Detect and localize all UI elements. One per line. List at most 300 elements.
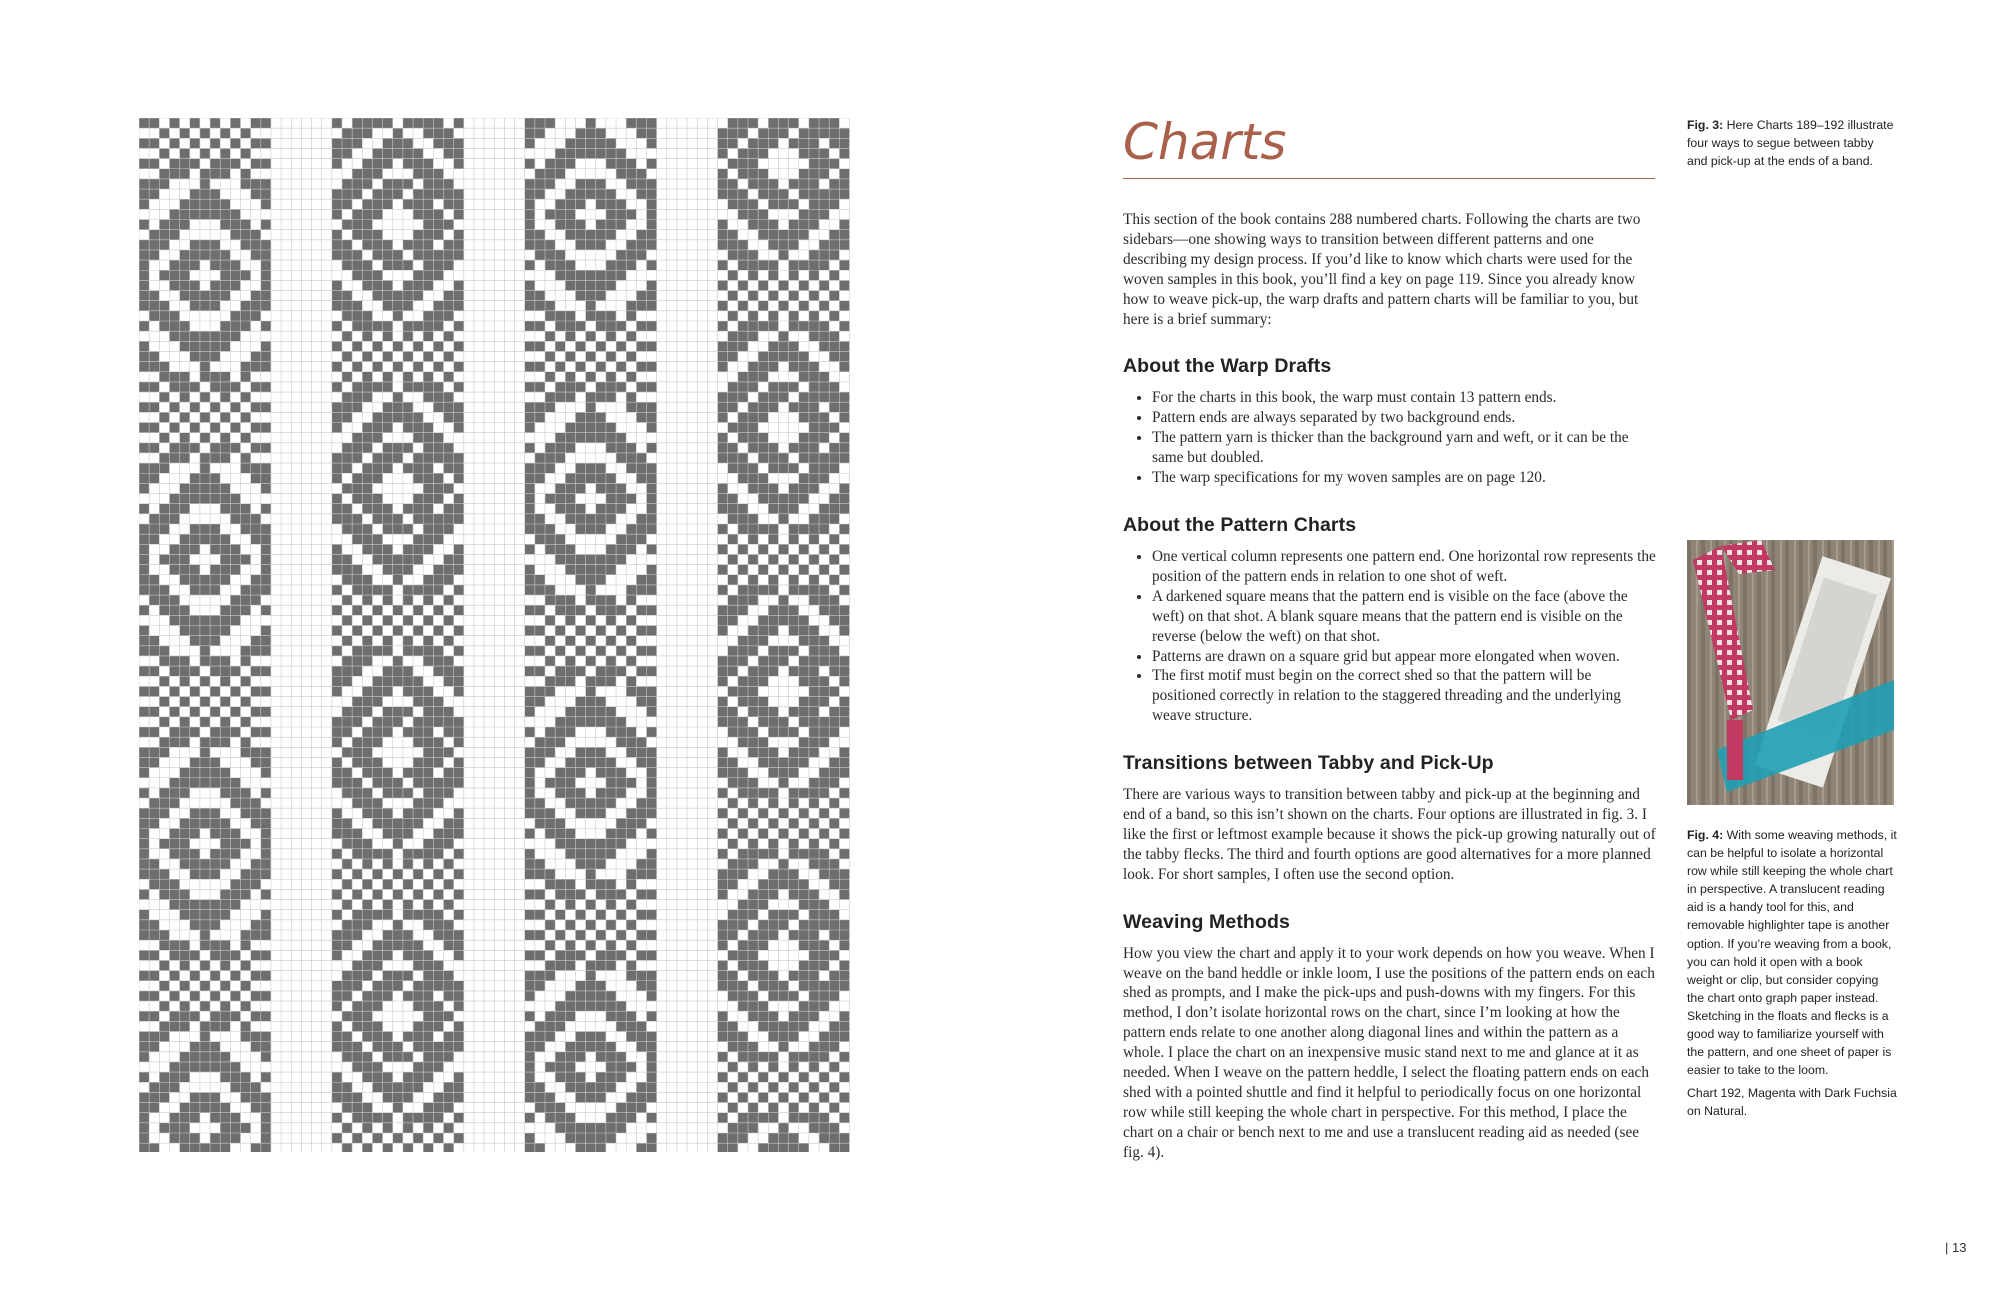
chart-cell: [728, 910, 738, 920]
chart-cell: [454, 950, 464, 960]
chart-cell: [778, 615, 788, 625]
chart-cell: [616, 1001, 626, 1011]
chart-cell: [636, 524, 646, 534]
chart-cell: [525, 757, 535, 767]
chart-cell: [200, 250, 210, 260]
chart-cell: [789, 615, 799, 625]
chart-cell: [535, 697, 545, 707]
chart-cell: [413, 1133, 423, 1143]
chart-cell: [444, 930, 454, 940]
chart-cell: [575, 554, 585, 564]
chart-cell: [839, 443, 849, 453]
chart-cell: [159, 1082, 169, 1092]
chart-cell: [352, 433, 362, 443]
chart-cell: [829, 981, 839, 991]
chart-cell: [413, 473, 423, 483]
chart-cell: [454, 473, 464, 483]
chart-cell: [454, 910, 464, 920]
chart-cell: [728, 341, 738, 351]
chart-cell: [180, 575, 190, 585]
chart-cell: [159, 169, 169, 179]
chart-cell: [383, 717, 393, 727]
chart-cell: [149, 291, 159, 301]
chart-cell: [423, 1021, 433, 1031]
chart-cell: [789, 311, 799, 321]
chart-cell: [413, 270, 423, 280]
chart-cell: [525, 1032, 535, 1042]
chart-cell: [738, 544, 748, 554]
chart-cell: [423, 494, 433, 504]
chart-cell: [332, 280, 342, 290]
chart-cell: [525, 971, 535, 981]
chart-cell: [423, 920, 433, 930]
chart-cell: [261, 727, 271, 737]
chart-cell: [799, 707, 809, 717]
chart-cell: [180, 839, 190, 849]
chart-cell: [230, 839, 240, 849]
chart-cell: [332, 544, 342, 554]
chart-cell: [383, 159, 393, 169]
chart-cell: [809, 1001, 819, 1011]
chart-cell: [525, 798, 535, 808]
chart-cell: [444, 179, 454, 189]
chart-cell: [444, 859, 454, 869]
chart-cell: [332, 402, 342, 412]
chart-cell: [596, 433, 606, 443]
chart-cell: [799, 676, 809, 686]
chart-cell: [799, 626, 809, 636]
chart-cell: [616, 382, 626, 392]
chart-cell: [139, 1123, 149, 1133]
chart-cell: [829, 768, 839, 778]
chart-cell: [190, 1011, 200, 1021]
chart-cell: [423, 311, 433, 321]
chart-cell: [383, 768, 393, 778]
chart-cell: [149, 636, 159, 646]
chart-cell: [169, 778, 179, 788]
chart-cell: [372, 159, 382, 169]
chart-cell: [718, 829, 728, 839]
chart-cell: [728, 727, 738, 737]
chart-cell: [383, 423, 393, 433]
chart-cell: [789, 1052, 799, 1062]
chart-cell: [778, 910, 788, 920]
chart-cell: [454, 199, 464, 209]
chart-cell: [180, 453, 190, 463]
chart-cell: [230, 778, 240, 788]
chart-cell: [159, 524, 169, 534]
chart-cell: [352, 443, 362, 453]
chart-cell: [261, 575, 271, 585]
chart-cell: [839, 585, 849, 595]
chart-cell: [819, 676, 829, 686]
chart-cell: [778, 494, 788, 504]
chart-cell: [372, 209, 382, 219]
chart-cell: [251, 423, 261, 433]
chart-cell: [180, 199, 190, 209]
chart-cell: [149, 189, 159, 199]
chart-cell: [799, 747, 809, 757]
chart-cell: [383, 879, 393, 889]
chart-cell: [535, 453, 545, 463]
chart-cell: [596, 148, 606, 158]
chart-cell: [454, 757, 464, 767]
chart-cell: [758, 402, 768, 412]
chart-cell: [200, 1021, 210, 1031]
chart-cell: [372, 889, 382, 899]
chart-cell: [352, 270, 362, 280]
chart-cell: [799, 829, 809, 839]
chart-cell: [433, 138, 443, 148]
chart-cell: [839, 626, 849, 636]
chart-cell: [565, 879, 575, 889]
chart-cell: [423, 524, 433, 534]
chart-cell: [596, 839, 606, 849]
chart-cell: [525, 1042, 535, 1052]
chart-cell: [433, 1113, 443, 1123]
chart-cell: [210, 575, 220, 585]
chart-cell: [616, 321, 626, 331]
chart-cell: [342, 311, 352, 321]
chart-cell: [180, 900, 190, 910]
chart-cell: [738, 991, 748, 1001]
chart-cell: [789, 524, 799, 534]
chart-cell: [413, 798, 423, 808]
chart-cell: [545, 747, 555, 757]
chart-cell: [616, 605, 626, 615]
chart-cell: [169, 940, 179, 950]
chart-cell: [342, 829, 352, 839]
chart-cell: [230, 1011, 240, 1021]
chart-cell: [352, 209, 362, 219]
chart-cell: [423, 788, 433, 798]
chart-cell: [332, 1072, 342, 1082]
chart-cell: [809, 138, 819, 148]
chart-cell: [200, 1001, 210, 1011]
chart-cell: [423, 1062, 433, 1072]
chart-cell: [839, 707, 849, 717]
chart-cell: [809, 1113, 819, 1123]
chart-cell: [809, 697, 819, 707]
chart-cell: [433, 392, 443, 402]
chart-cell: [606, 757, 616, 767]
chart-cell: [444, 514, 454, 524]
chart-cell: [809, 950, 819, 960]
chart-cell: [839, 362, 849, 372]
chart-cell: [220, 220, 230, 230]
chart-cell: [575, 473, 585, 483]
chart-cell: [829, 666, 839, 676]
chart-cell: [748, 727, 758, 737]
chart-cell: [758, 656, 768, 666]
chart-cell: [606, 494, 616, 504]
chart-cell: [545, 960, 555, 970]
chart-cell: [799, 960, 809, 970]
chart-cell: [616, 717, 626, 727]
chart-cell: [362, 1032, 372, 1042]
chart-cell: [352, 910, 362, 920]
chart-cell: [139, 341, 149, 351]
chart-cell: [433, 565, 443, 575]
chart-cell: [433, 605, 443, 615]
chart-cell: [342, 199, 352, 209]
chart-cell: [423, 199, 433, 209]
chart-cell: [454, 1113, 464, 1123]
chart-cell: [738, 280, 748, 290]
chart-cell: [383, 646, 393, 656]
chart-cell: [829, 778, 839, 788]
chart-cell: [383, 1052, 393, 1062]
chart-cell: [525, 788, 535, 798]
chart-cell: [718, 971, 728, 981]
chart-cell: [829, 971, 839, 981]
chart-cell: [342, 717, 352, 727]
chart-cell: [647, 1143, 657, 1152]
chart-cell: [586, 717, 596, 727]
chart-cell: [809, 656, 819, 666]
chart-cell: [748, 1123, 758, 1133]
chart-cell: [169, 595, 179, 605]
chart-cell: [758, 1143, 768, 1152]
chart-cell: [738, 1032, 748, 1042]
chart-cell: [758, 301, 768, 311]
chart-cell: [372, 768, 382, 778]
chart-cell: [718, 605, 728, 615]
chart-cell: [200, 1103, 210, 1113]
chart-cell: [829, 1021, 839, 1031]
chart-cell: [799, 301, 809, 311]
chart-cell: [565, 707, 575, 717]
chart-cell: [778, 646, 788, 656]
chart-cell: [768, 849, 778, 859]
chart-cell: [261, 189, 271, 199]
chart-cell: [778, 565, 788, 575]
chart-cell: [251, 930, 261, 940]
chart-cell: [210, 1011, 220, 1021]
chart-cell: [626, 747, 636, 757]
chart-cell: [728, 230, 738, 240]
chart-cell: [748, 159, 758, 169]
chart-cell: [718, 1113, 728, 1123]
chart-cell: [606, 940, 616, 950]
chart-cell: [789, 199, 799, 209]
chart-cell: [454, 717, 464, 727]
chart-cell: [220, 412, 230, 422]
chart-cell: [352, 362, 362, 372]
chart-cell: [210, 585, 220, 595]
chart-cell: [718, 676, 728, 686]
chart-cell: [261, 544, 271, 554]
chart-cell: [555, 605, 565, 615]
chart-cell: [839, 1143, 849, 1152]
chart-cell: [809, 626, 819, 636]
chart-cell: [241, 940, 251, 950]
chart-cell: [139, 321, 149, 331]
chart-cell: [586, 331, 596, 341]
chart-cell: [809, 1052, 819, 1062]
chart-cell: [819, 514, 829, 524]
chart-cell: [636, 534, 646, 544]
chart-cell: [525, 859, 535, 869]
chart-cell: [738, 727, 748, 737]
chart-cell: [839, 453, 849, 463]
chart-cell: [200, 778, 210, 788]
chart-cell: [362, 1001, 372, 1011]
chart-cell: [626, 1021, 636, 1031]
chart-cell: [738, 240, 748, 250]
chart-cell: [342, 656, 352, 666]
chart-cell: [230, 1133, 240, 1143]
warp-drafts-list: [1123, 388, 1658, 488]
chart-cell: [251, 575, 261, 585]
chart-cell: [778, 727, 788, 737]
chart-cell: [423, 1042, 433, 1052]
chart-cell: [139, 626, 149, 636]
chart-cell: [555, 554, 565, 564]
chart-cell: [809, 209, 819, 219]
chart-cell: [565, 1052, 575, 1062]
chart-cell: [383, 331, 393, 341]
chart-cell: [383, 686, 393, 696]
chart-cell: [647, 849, 657, 859]
chart-cell: [636, 341, 646, 351]
chart-cell: [616, 483, 626, 493]
chart-cell: [647, 230, 657, 240]
chart-cell: [738, 1042, 748, 1052]
chart-cell: [444, 1032, 454, 1042]
chart-cell: [839, 565, 849, 575]
chart-cell: [180, 372, 190, 382]
chart-cell: [555, 392, 565, 402]
chart-cell: [636, 1082, 646, 1092]
chart-cell: [809, 981, 819, 991]
chart-cell: [352, 747, 362, 757]
chart-cell: [586, 433, 596, 443]
chart-cell: [332, 778, 342, 788]
chart-cell: [829, 250, 839, 260]
chart-cell: [190, 260, 200, 270]
chart-cell: [799, 483, 809, 493]
chart-cell: [799, 392, 809, 402]
chart-cell: [210, 727, 220, 737]
chart-cell: [535, 737, 545, 747]
chart-cell: [261, 524, 271, 534]
chart-cell: [190, 636, 200, 646]
chart-cell: [261, 1011, 271, 1021]
chart-cell: [829, 798, 839, 808]
chart-cell: [758, 900, 768, 910]
chart-cell: [545, 615, 555, 625]
chart-cell: [423, 514, 433, 524]
chart-cell: [768, 605, 778, 615]
chart-cell: [789, 1143, 799, 1152]
chart-cell: [545, 209, 555, 219]
chart-cell: [423, 382, 433, 392]
chart-cell: [220, 1062, 230, 1072]
chart-cell: [738, 585, 748, 595]
chart-cell: [423, 534, 433, 544]
chart-cell: [393, 301, 403, 311]
chart-cell: [596, 514, 606, 524]
chart-cell: [606, 1001, 616, 1011]
chart-cell: [180, 1011, 190, 1021]
chart-cell: [393, 260, 403, 270]
chart-cell: [403, 321, 413, 331]
chart-cell: [169, 138, 179, 148]
chart-cell: [718, 788, 728, 798]
chart-cell: [809, 463, 819, 473]
chart-cell: [352, 1133, 362, 1143]
chart-cell: [738, 636, 748, 646]
chart-cell: [799, 565, 809, 575]
chart-cell: [565, 372, 575, 382]
chart-cell: [809, 220, 819, 230]
chart-cell: [728, 1133, 738, 1143]
chart-cell: [647, 423, 657, 433]
chart-cell: [647, 321, 657, 331]
chart-cell: [200, 372, 210, 382]
chart-cell: [606, 768, 616, 778]
chart-cell: [525, 362, 535, 372]
chart-cell: [139, 1092, 149, 1102]
chart-cell: [647, 514, 657, 524]
chart-cell: [220, 778, 230, 788]
chart-cell: [626, 940, 636, 950]
chart-cell: [829, 879, 839, 889]
chart-cell: [647, 575, 657, 585]
chart-cell: [362, 260, 372, 270]
chart-cell: [423, 118, 433, 128]
chart-cell: [748, 443, 758, 453]
chart-cell: [180, 250, 190, 260]
chart-cell: [454, 869, 464, 879]
chart-cell: [241, 595, 251, 605]
chart-cell: [545, 971, 555, 981]
chart-cell: [139, 889, 149, 899]
chart-cell: [220, 727, 230, 737]
chart-cell: [403, 1082, 413, 1092]
chart-cell: [555, 595, 565, 605]
chart-cell: [768, 1062, 778, 1072]
chart-cell: [342, 1143, 352, 1152]
chart-cell: [139, 727, 149, 737]
chart-cell: [444, 565, 454, 575]
chart-cell: [565, 1133, 575, 1143]
chart-cell: [159, 179, 169, 189]
chart-cell: [545, 301, 555, 311]
chart-cell: [545, 402, 555, 412]
chart-cell: [565, 900, 575, 910]
chart-cell: [586, 757, 596, 767]
chart-cell: [433, 321, 443, 331]
chart-cell: [586, 565, 596, 575]
chart-cell: [393, 554, 403, 564]
chart-cell: [758, 412, 768, 422]
chart-cell: [241, 463, 251, 473]
chart-cell: [789, 494, 799, 504]
chart-cell: [169, 1062, 179, 1072]
chart-cell: [352, 930, 362, 940]
chart-cell: [190, 199, 200, 209]
chart-cell: [565, 798, 575, 808]
chart-cell: [789, 818, 799, 828]
chart-cell: [829, 950, 839, 960]
chart-cell: [190, 1103, 200, 1113]
chart-cell: [819, 869, 829, 879]
chart-cell: [596, 950, 606, 960]
chart-cell: [778, 869, 788, 879]
chart-cell: [545, 1011, 555, 1021]
